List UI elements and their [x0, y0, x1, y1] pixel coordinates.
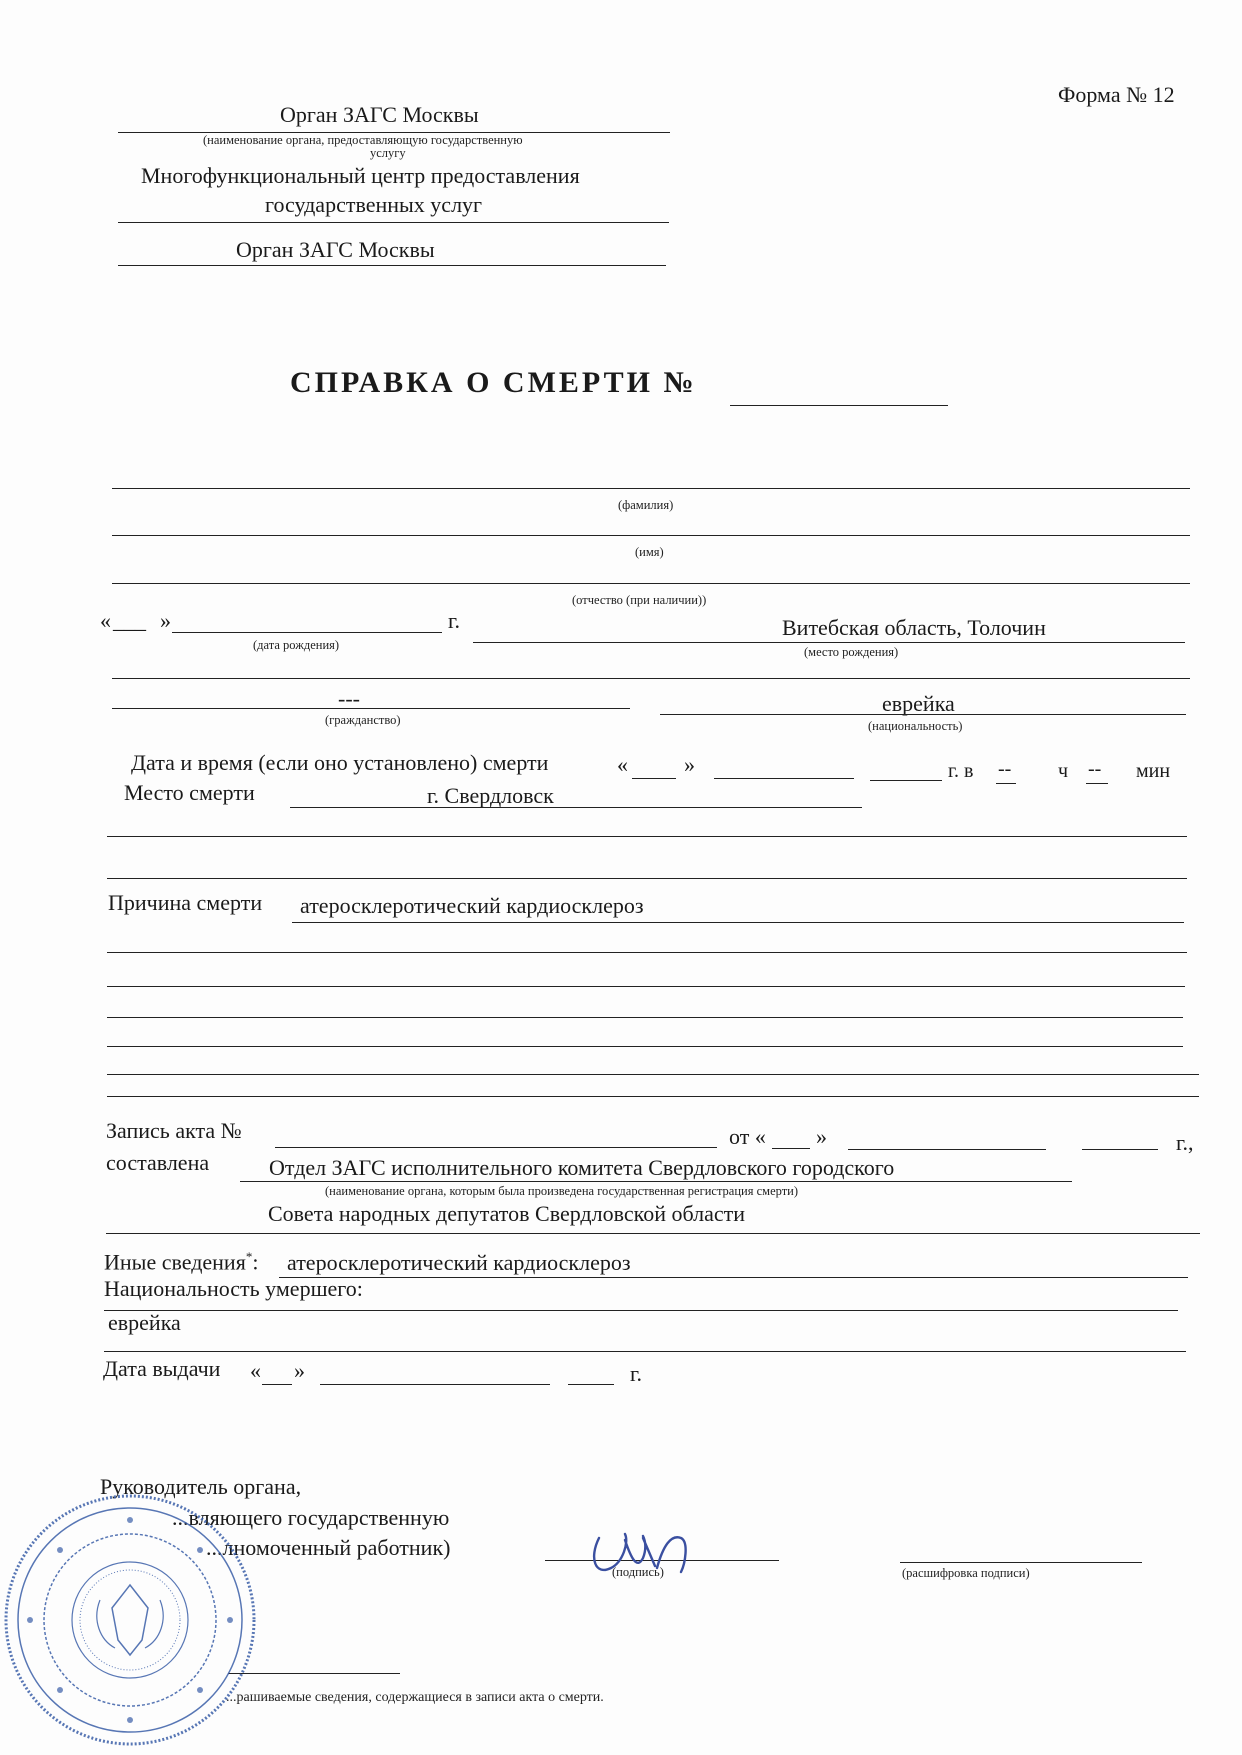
death-place-line-2 — [107, 836, 1187, 837]
other-info-value: атеросклеротический кардиосклероз — [287, 1250, 631, 1275]
surname-line — [112, 488, 1190, 489]
act-year-underline — [1082, 1149, 1158, 1150]
death-place-underline — [290, 807, 862, 808]
compiled-by-caption: (наименование органа, которым была произведена государственная регистрация смерти) — [325, 1184, 799, 1198]
death-year-underline — [870, 780, 942, 781]
act-month-underline — [848, 1149, 1046, 1150]
compiled-by-line1: Отдел ЗАГС исполнительного комитета Свердловского городского — [269, 1155, 895, 1180]
birth-date-caption: (дата рождения) — [253, 638, 340, 652]
compiled-label: составлена — [106, 1150, 210, 1175]
deceased-nationality-underline — [104, 1310, 1178, 1311]
act-date-open-quote: от « — [729, 1124, 766, 1149]
mfc-underline — [118, 222, 669, 223]
signature-caption: (подпись) — [612, 1565, 664, 1579]
compiled-by-underline-2 — [106, 1233, 1200, 1234]
compiled-by-line2: Совета народных депутатов Свердловской области — [268, 1201, 746, 1226]
death-month-underline — [714, 778, 854, 779]
issue-day-close-quote: » — [294, 1358, 305, 1383]
official-stamp — [0, 1490, 260, 1755]
citizenship-value: --- — [338, 686, 360, 711]
birth-year-suffix: г. — [448, 608, 461, 633]
death-hours: -- — [998, 758, 1012, 780]
act-year-suffix: г., — [1176, 1130, 1194, 1155]
death-place-line-3 — [107, 878, 1187, 879]
issuing-org-name-2: Орган ЗАГС Москвы — [236, 237, 435, 262]
death-minutes-unit: мин — [1136, 760, 1171, 782]
cause-line-5 — [107, 1046, 1183, 1047]
citizenship-underline — [112, 708, 630, 709]
patronymic-line — [112, 583, 1190, 584]
birth-day-blank: ___ — [113, 608, 146, 633]
other-info-label: Иные сведения*: — [104, 1249, 259, 1275]
nationality-value: еврейка — [882, 691, 955, 716]
certificate-number-underline — [730, 405, 948, 406]
cause-line-4 — [107, 1017, 1183, 1018]
act-date-close-quote: » — [816, 1124, 827, 1149]
issuing-org-caption: (наименование органа, предоставляющую государственную — [203, 133, 523, 147]
citizenship-caption: (гражданство) — [325, 713, 401, 727]
birth-place-value: Витебская область, Толочин — [782, 615, 1046, 640]
death-day-open-quote: « — [617, 752, 628, 777]
form-number: Форма № 12 — [1058, 82, 1175, 107]
issue-year-suffix: г. — [630, 1361, 643, 1386]
compiled-by-underline — [240, 1181, 1072, 1182]
death-day-underline — [632, 778, 676, 779]
handwritten-signature — [585, 1528, 715, 1578]
cause-line-2 — [107, 952, 1187, 953]
extra-line — [112, 678, 1190, 679]
death-day-close-quote: » — [684, 752, 695, 777]
mfc-name-line1: Многофункциональный центр предоставления — [141, 163, 580, 188]
birth-place-underline — [473, 642, 1185, 643]
head-title-line2: ...вляющего государственную — [172, 1505, 450, 1530]
nationality-caption: (национальность) — [868, 719, 963, 733]
name-caption: (имя) — [635, 545, 664, 559]
surname-caption: (фамилия) — [618, 498, 674, 512]
deceased-nationality-value: еврейка — [108, 1310, 181, 1335]
cause-of-death-label: Причина смерти — [108, 890, 263, 915]
head-title-line3: ...лномоченный работник) — [206, 1535, 451, 1560]
act-record-label: Запись акта № — [106, 1118, 242, 1143]
issue-day-underline — [262, 1384, 292, 1385]
cause-underline — [292, 922, 1184, 923]
name-line — [112, 535, 1190, 536]
deceased-nationality-underline-2 — [104, 1351, 1186, 1352]
footnote-mark: * — [245, 1249, 253, 1264]
death-hours-underline — [996, 783, 1016, 784]
birth-place-caption: (место рождения) — [804, 645, 899, 659]
deceased-nationality-label: Национальность умершего: — [104, 1276, 363, 1301]
issue-date-label: Дата выдачи — [103, 1356, 221, 1381]
footnote-text: ...рашиваемые сведения, содержащиеся в записи акта о смерти. — [226, 1690, 604, 1705]
act-number-underline — [275, 1147, 717, 1148]
death-year-suffix: г. в — [948, 760, 974, 782]
birth-day-close-quote: » — [160, 608, 171, 633]
death-minutes-underline — [1086, 783, 1108, 784]
birth-day-open-quote: « — [100, 608, 111, 633]
cause-of-death-value: атеросклеротический кардиосклероз — [300, 893, 644, 918]
cause-line-3 — [107, 986, 1185, 987]
cause-line-6 — [107, 1074, 1199, 1075]
mfc-name-line2: государственных услуг — [265, 192, 483, 217]
issuing-org-2-underline — [118, 265, 666, 266]
other-info-underline — [279, 1277, 1188, 1278]
death-place-value: г. Свердловск — [427, 783, 554, 808]
issue-month-underline — [320, 1384, 550, 1385]
signature-decode-caption: (расшифровка подписи) — [902, 1566, 1030, 1580]
head-title-line1: Руководитель органа, — [100, 1474, 302, 1499]
issue-year-underline — [568, 1384, 614, 1385]
death-hours-unit: ч — [1058, 760, 1069, 782]
patronymic-caption: (отчество (при наличии)) — [572, 593, 707, 607]
death-minutes: -- — [1088, 758, 1102, 780]
issuing-org-name: Орган ЗАГС Москвы — [280, 102, 479, 127]
issue-day-open-quote: « — [250, 1358, 261, 1383]
signature-decode-underline — [900, 1562, 1142, 1563]
cause-line-7 — [107, 1096, 1199, 1097]
birth-date-underline — [172, 632, 442, 633]
issuing-org-caption-2: услугу — [370, 146, 406, 160]
death-datetime-label: Дата и время (если оно установлено) смерти — [131, 750, 549, 775]
nationality-underline — [660, 714, 1186, 715]
document-title: СПРАВКА О СМЕРТИ № — [290, 366, 697, 399]
act-day-underline — [772, 1148, 810, 1149]
death-place-label: Место смерти — [124, 780, 255, 805]
